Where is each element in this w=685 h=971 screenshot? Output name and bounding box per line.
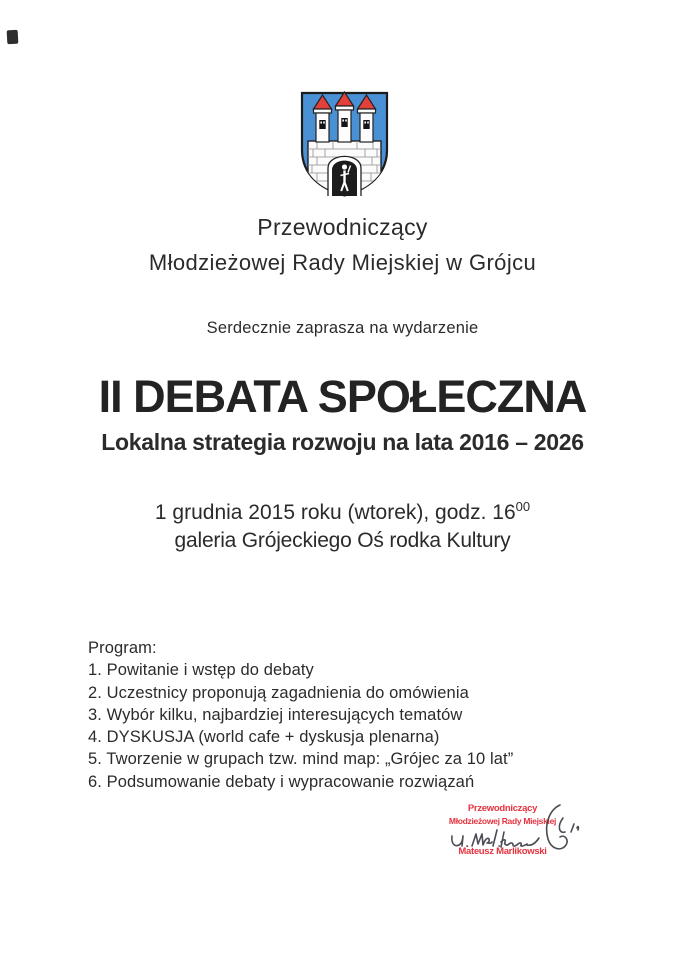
invitation-line: Serdecznie zaprasza na wydarzenie xyxy=(206,319,479,337)
event-datetime-main: 1 grudnia 2015 roku (wtorek), godz. 16 xyxy=(154,501,516,524)
event-subtitle: Lokalna strategia rozwoju na lata 2016 – 2026 xyxy=(101,429,584,455)
program-item: 4. DYSKUSJA (world cafe + dyskusja plenarna) xyxy=(88,728,440,747)
handwritten-signature xyxy=(447,800,582,858)
scan-artifact-mark xyxy=(7,30,19,45)
event-title: II DEBATA SPOŁECZNA xyxy=(98,371,587,422)
event-datetime xyxy=(0,501,685,525)
issuer-role: Przewodniczący xyxy=(257,214,428,240)
event-time-superscript: 00 xyxy=(515,499,531,514)
event-venue: galeria Grójeckiego Oś rodka Kultury xyxy=(174,529,511,552)
grojec-coat-of-arms-icon xyxy=(297,88,392,200)
stamp-role-line: Przewodniczący xyxy=(467,803,538,814)
program-item: 5. Tworzenie w grupach tzw. mind map: „Grójec za 10 lat” xyxy=(88,750,514,769)
program-item: 2. Uczestnicy proponują zagadnienia do omówienia xyxy=(88,683,469,702)
issuer-organization: Młodzieżowej Rady Miejskiej w Grójcu xyxy=(148,250,537,275)
program-section xyxy=(88,637,513,793)
program-item: 1. Powitanie i wstęp do debaty xyxy=(88,661,314,680)
program-heading: Program: xyxy=(88,639,157,657)
program-item: 3. Wybór kilku, najbardziej interesujących tematów xyxy=(88,705,463,724)
stamp-name-line: Mateusz Marlikowski xyxy=(458,846,547,857)
program-item: 6. Podsumowanie debaty i wypracowanie rozwiązań xyxy=(88,772,475,791)
stamp-organization-line: Młodzieżowej Rady Miejskiej xyxy=(448,816,557,826)
